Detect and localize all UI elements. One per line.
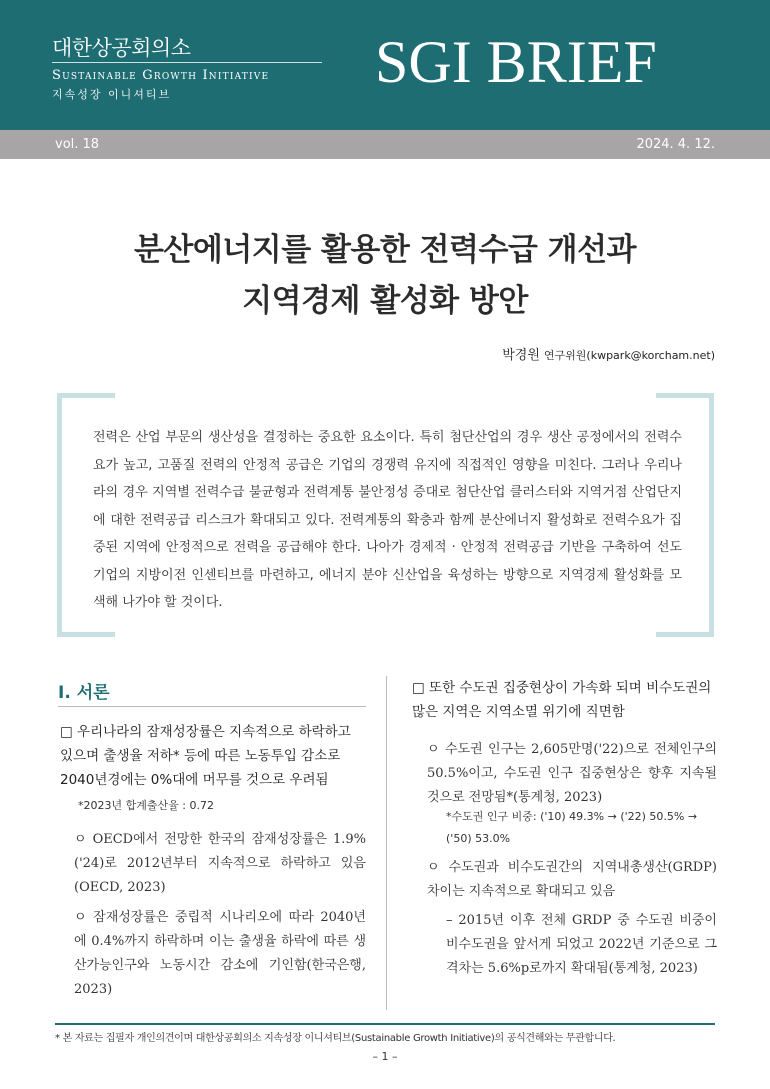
left-square-note: *2023년 합계출산율 : 0.72 <box>78 799 214 812</box>
org-name-korean: 대한상공회의소 <box>52 36 191 60</box>
right-dash-item: – 2015년 이후 전체 GRDP 중 수도권 비중이 비수도권을 앞서게 되었고 2022년 기준으로 그 격차는 5.6%p로까지 확대됨(통계청, 2023) <box>446 913 717 976</box>
column-divider <box>386 676 387 1010</box>
volume-label: vol. 18 <box>55 137 100 152</box>
abstract-text: 전력은 산업 부문의 생산성을 결정하는 중요한 요소이다. 특히 첨단산업의 경우 생산 공정에서의 전력수요가 높고, 고품질 전력의 안정적 공급은 기업의 경쟁력 유지에 직접적인 영향을 미친다. 그러나 우리나라의 경우 지역별 전력수급 불균형과 전력계통 불안정성 증대로 첨단산업 클러스터와 지역거점 산업단지에 대한 전력공급 리스크가 확대되고 있다. 전력계통의 확충과 함께 분산에너지 활성화로 전력수요가 집중된 지역에 안정적으로 전력을 공급해야 한다. 나아가 경제적 · 안정적 전력공급 기반을 구축하여 선도기업의 지방이전 인센티브를 마련하고, 에너지 분야 신산업을 육성하는 방향으로 지역경제 활성화를 모색해 나가야 할 것이다. <box>93 430 682 610</box>
meta-bar <box>0 130 770 159</box>
right-square-item: □ 또한 수도권 집중현상이 가속화 되며 비수도권의 많은 지역은 지역소멸 위기에 직면함 <box>412 680 712 720</box>
org-name-korean-sub: 지속성장 이니셔티브 <box>52 88 172 101</box>
footer-divider <box>55 1023 715 1025</box>
author-role: 연구위원(kwpark@korcham.net) <box>543 349 715 362</box>
author-byline <box>502 344 715 363</box>
author-name: 박경원 <box>502 348 540 363</box>
right-note-1: *수도권 인구 비중: ('10) 49.3% → ('22) 50.5% → ('50) 53.0% <box>446 810 698 845</box>
page-number: – 1 – <box>372 1050 398 1063</box>
org-divider <box>52 62 322 63</box>
abstract-box <box>57 393 714 636</box>
document-title-line-1: 분산에너지를 활용한 전력수급 개선과 <box>133 232 636 268</box>
footer-disclaimer: * 본 자료는 집필자 개인의견이며 대한상공회의소 지속성장 이니셔티브(Sustainable Growth Initiative)의 공식견해와는 무관합니다. <box>55 1033 616 1044</box>
left-circle-item-1: ㅇ OECD에서 전망한 한국의 잠재성장률은 1.9%('24)로 2012년부터 지속적으로 하락하고 있음(OECD, 2023) <box>74 832 366 895</box>
issue-date: 2024. 4. 12. <box>636 137 715 152</box>
brand-title: SGI BRIEF <box>375 29 657 95</box>
org-name-english: Sustainable Growth Initiative <box>52 68 270 83</box>
left-square-item: □ 우리나라의 잠재성장률은 지속적으로 하락하고 있으며 출생율 저하* 등에 따른 노동투입 감소로 2040년경에는 0%대에 머무를 것으로 우려됨 <box>60 724 351 788</box>
section-heading: Ⅰ. 서론 <box>58 683 110 703</box>
left-circle-item-2: ㅇ 잠재성장률은 중립적 시나리오에 따라 2040년에 0.4%까지 하락하며 이는 출생율 하락에 따른 생산가능인구와 노동시간 감소에 기인함(한국은행, 2023) <box>74 910 366 997</box>
document-title-line-2: 지역경제 활성화 방안 <box>242 283 528 319</box>
section-underline <box>58 706 366 707</box>
header-banner <box>0 0 770 130</box>
right-circle-item-1: ㅇ 수도권 인구는 2,605만명('22)으로 전체인구의 50.5%이고, 수도권 인구 집중현상은 향후 지속될 것으로 전망됨*(통계청, 2023) <box>427 742 717 805</box>
right-circle-item-2: ㅇ 수도권과 비수도권간의 지역내총생산(GRDP) 차이는 지속적으로 확대되고 있음 <box>427 860 717 899</box>
